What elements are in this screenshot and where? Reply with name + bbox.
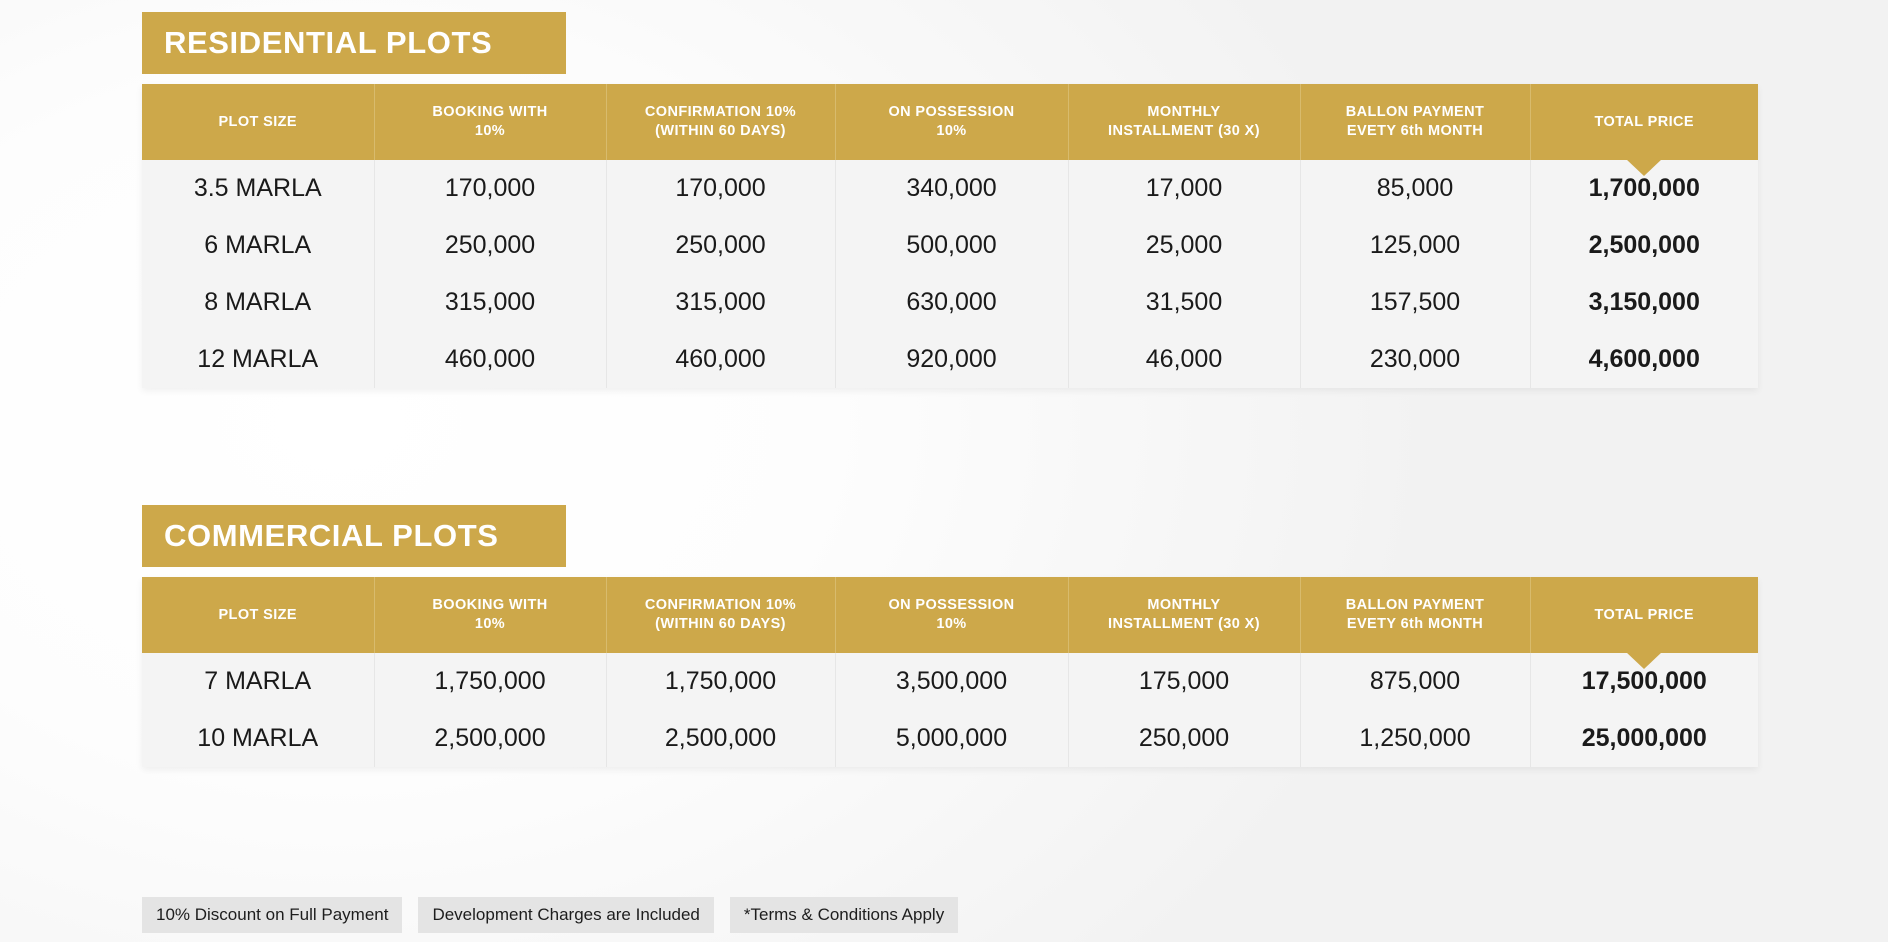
footer-notes [142, 897, 958, 933]
column-header-monthly-installment [1068, 577, 1300, 653]
cell-total-price: 17,500,000 [1530, 653, 1758, 710]
total-price-pointer-icon [1626, 652, 1662, 669]
cell-ballon-payment: 230,000 [1300, 331, 1530, 388]
cell-total-price: 3,150,000 [1530, 274, 1758, 331]
footer-note-badge: *Terms & Conditions Apply [730, 897, 958, 933]
column-header-line1: CONFIRMATION 10% [644, 597, 797, 613]
table-header-row [142, 577, 1758, 653]
column-header-possession [835, 577, 1068, 653]
column-header-booking [374, 577, 606, 653]
column-header-line1: MONTHLY [1147, 104, 1221, 120]
column-header-line1: BALLON PAYMENT [1345, 104, 1485, 120]
column-header-line1: TOTAL PRICE [1594, 606, 1694, 623]
column-header-booking [374, 84, 606, 160]
column-header-line1: PLOT SIZE [218, 113, 298, 130]
column-header-line2: (WITHIN 60 DAYS) [655, 123, 786, 140]
cell-ballon-payment: 157,500 [1300, 274, 1530, 331]
cell-monthly-installment: 17,000 [1068, 160, 1300, 217]
column-header-line2: 10% [936, 616, 967, 633]
cell-booking: 460,000 [374, 331, 606, 388]
column-header-possession [835, 84, 1068, 160]
cell-total-price: 2,500,000 [1530, 217, 1758, 274]
column-header-line2: INSTALLMENT (30 X) [1108, 616, 1260, 633]
cell-plot-size: 3.5 MARLA [142, 160, 374, 217]
column-header-line2: EVETY 6th MONTH [1346, 123, 1484, 140]
cell-booking: 1,750,000 [374, 653, 606, 710]
column-header-line2: (WITHIN 60 DAYS) [655, 616, 786, 633]
cell-total-price: 1,700,000 [1530, 160, 1758, 217]
cell-confirmation: 1,750,000 [606, 653, 835, 710]
cell-possession: 630,000 [835, 274, 1068, 331]
column-header-ballon-payment [1300, 577, 1530, 653]
column-header-ballon-payment [1300, 84, 1530, 160]
column-header-line1: ON POSSESSION [888, 597, 1015, 613]
cell-total-price: 4,600,000 [1530, 331, 1758, 388]
column-header-line2: 10% [474, 616, 506, 633]
column-header-plot-size [142, 84, 374, 160]
cell-ballon-payment: 85,000 [1300, 160, 1530, 217]
cell-monthly-installment: 25,000 [1068, 217, 1300, 274]
column-header-line1: PLOT SIZE [218, 606, 298, 623]
cell-confirmation: 315,000 [606, 274, 835, 331]
column-header-total-price [1530, 577, 1758, 653]
table-row [142, 331, 1758, 388]
table-header-row [142, 84, 1758, 160]
cell-monthly-installment: 31,500 [1068, 274, 1300, 331]
cell-possession: 3,500,000 [835, 653, 1068, 710]
cell-plot-size: 6 MARLA [142, 217, 374, 274]
cell-ballon-payment: 875,000 [1300, 653, 1530, 710]
column-header-line2: 10% [474, 123, 506, 140]
footer-note-badge: 10% Discount on Full Payment [142, 897, 402, 933]
cell-booking: 170,000 [374, 160, 606, 217]
commercial-plots-table [142, 577, 1758, 767]
cell-booking: 315,000 [374, 274, 606, 331]
cell-monthly-installment: 175,000 [1068, 653, 1300, 710]
residential-plots-table [142, 84, 1758, 388]
cell-ballon-payment: 125,000 [1300, 217, 1530, 274]
cell-possession: 340,000 [835, 160, 1068, 217]
cell-ballon-payment: 1,250,000 [1300, 710, 1530, 767]
column-header-line1: ON POSSESSION [888, 104, 1015, 120]
cell-confirmation: 170,000 [606, 160, 835, 217]
column-header-line1: BOOKING WITH [432, 597, 548, 613]
cell-confirmation: 2,500,000 [606, 710, 835, 767]
cell-total-price: 25,000,000 [1530, 710, 1758, 767]
commercial-section-title: COMMERCIAL PLOTS [142, 505, 566, 567]
cell-possession: 5,000,000 [835, 710, 1068, 767]
cell-possession: 920,000 [835, 331, 1068, 388]
table-row [142, 274, 1758, 331]
column-header-line2: INSTALLMENT (30 X) [1108, 123, 1260, 140]
column-header-line1: BALLON PAYMENT [1345, 597, 1485, 613]
cell-possession: 500,000 [835, 217, 1068, 274]
cell-plot-size: 10 MARLA [142, 710, 374, 767]
cell-booking: 250,000 [374, 217, 606, 274]
column-header-confirmation [606, 84, 835, 160]
column-header-total-price [1530, 84, 1758, 160]
table-row [142, 217, 1758, 274]
cell-monthly-installment: 46,000 [1068, 331, 1300, 388]
cell-plot-size: 12 MARLA [142, 331, 374, 388]
column-header-line1: BOOKING WITH [432, 104, 548, 120]
column-header-line1: MONTHLY [1147, 597, 1221, 613]
table-row [142, 653, 1758, 710]
residential-plots-section [142, 12, 1758, 388]
column-header-line1: TOTAL PRICE [1594, 113, 1694, 130]
commercial-plots-section [142, 505, 1758, 767]
cell-confirmation: 460,000 [606, 331, 835, 388]
column-header-line2: EVETY 6th MONTH [1346, 616, 1484, 633]
column-header-line2: 10% [936, 123, 967, 140]
total-price-pointer-icon [1626, 159, 1662, 176]
column-header-line1: CONFIRMATION 10% [644, 104, 797, 120]
cell-confirmation: 250,000 [606, 217, 835, 274]
residential-section-title: RESIDENTIAL PLOTS [142, 12, 566, 74]
column-header-plot-size [142, 577, 374, 653]
cell-booking: 2,500,000 [374, 710, 606, 767]
column-header-confirmation [606, 577, 835, 653]
cell-plot-size: 7 MARLA [142, 653, 374, 710]
table-row [142, 710, 1758, 767]
table-row [142, 160, 1758, 217]
cell-monthly-installment: 250,000 [1068, 710, 1300, 767]
column-header-monthly-installment [1068, 84, 1300, 160]
cell-plot-size: 8 MARLA [142, 274, 374, 331]
footer-note-badge: Development Charges are Included [418, 897, 713, 933]
